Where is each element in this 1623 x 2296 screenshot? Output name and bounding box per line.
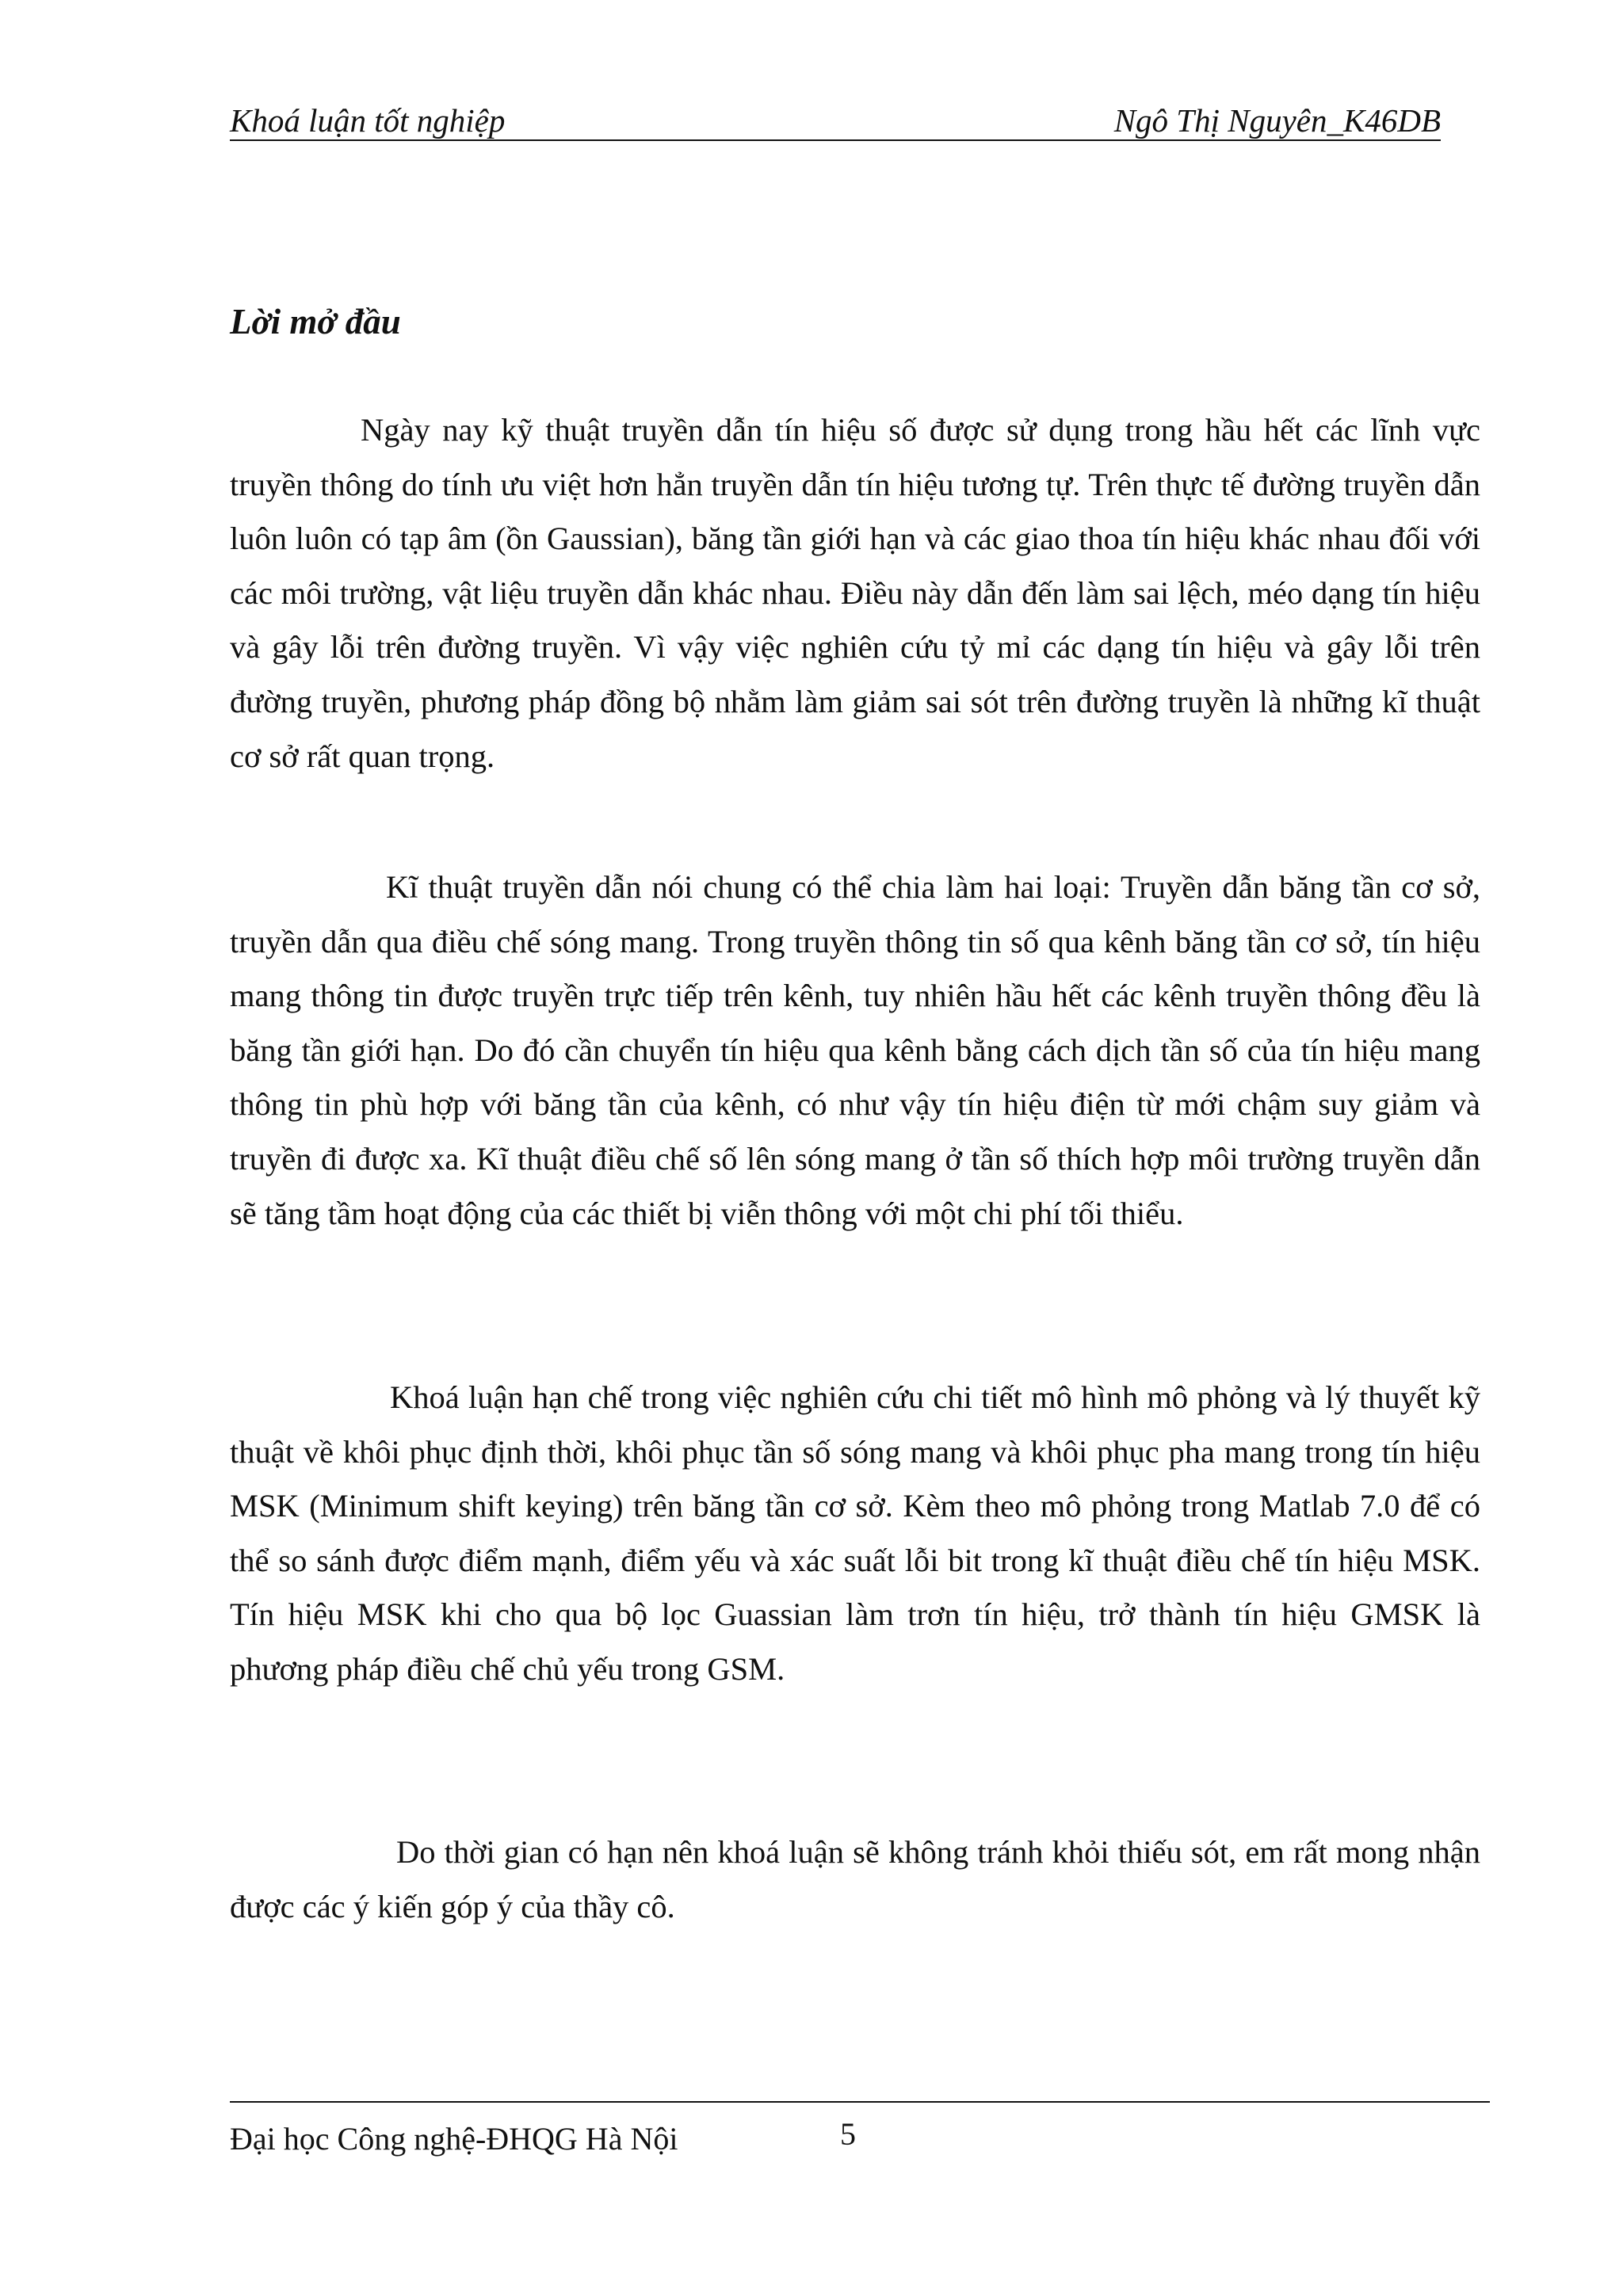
header-author: Ngô Thị Nguyên_K46DB (1113, 102, 1441, 139)
footer-institution: Đại học Công nghệ-ĐHQG Hà Nội (230, 2121, 678, 2157)
page-number: 5 (840, 2116, 856, 2152)
page-footer (230, 2101, 1490, 2157)
paragraph-transmission-types (230, 860, 1480, 1241)
header-thesis-label: Khoá luận tốt nghiệp (230, 102, 506, 139)
paragraph-intro (230, 403, 1480, 784)
paragraph-thesis-scope-text: Khoá luận hạn chế trong việc nghiên cứu chi tiết mô hình mô phỏng và lý thuyết kỹ thuật về khôi phục định thời, khôi phục tần số sóng mang và khôi phục pha mang trong tín hiệu MSK (Minimum shift keying) trên băng tần cơ sở. Kèm theo mô phỏng trong Matlab 7.0 để có thể so sánh được điểm mạnh, điểm yếu và xác suất lỗi bit trong kĩ thuật điều chế tín hiệu MSK. Tín hiệu MSK khi cho qua bộ lọc Guassian làm trơn tín hiệu, trở thành tín hiệu GMSK là phương pháp điều chế chủ yếu trong GSM. (230, 1379, 1480, 1687)
section-title: Lời mở đầu (230, 302, 401, 341)
page-header (230, 101, 1441, 141)
paragraph-closing (230, 1825, 1480, 1934)
paragraph-transmission-types-text: Kĩ thuật truyền dẫn nói chung có thể chia làm hai loại: Truyền dẫn băng tần cơ sở, truyền dẫn qua điều chế sóng mang. Trong truyền thông tin số qua kênh băng tần cơ sở, tín hiệu mang thông tin được truyền trực tiếp trên kênh, tuy nhiên hầu hết các kênh truyền thông đều là băng tần giới hạn. Do đó cần chuyển tín hiệu qua kênh bằng cách dịch tần số của tín hiệu mang thông tin phù hợp với băng tần của kênh, có như vậy tín hiệu điện từ mới chậm suy giảm và truyền đi được xa. Kĩ thuật điều chế số lên sóng mang ở tần số thích hợp môi trường truyền dẫn sẽ tăng tầm hoạt động của các thiết bị viễn thông với một chi phí tối thiểu. (230, 869, 1480, 1231)
paragraph-thesis-scope (230, 1371, 1480, 1697)
paragraph-intro-text: Ngày nay kỹ thuật truyền dẫn tín hiệu số được sử dụng trong hầu hết các lĩnh vực truyền thông do tính ưu việt hơn hẳn truyền dẫn tín hiệu tương tự. Trên thực tế đường truyền dẫn luôn luôn có tạp âm (ồn Gaussian), băng tần giới hạn và các giao thoa tín hiệu khác nhau đối với các môi trường, vật liệu truyền dẫn khác nhau. Điều này dẫn đến làm sai lệch, méo dạng tín hiệu và gây lỗi trên đường truyền. Vì vậy việc nghiên cứu tỷ mỉ các dạng tín hiệu và gây lỗi trên đường truyền, phương pháp đồng bộ nhằm làm giảm sai sót trên đường truyền là những kĩ thuật cơ sở rất quan trọng. (230, 412, 1480, 774)
paragraph-closing-text: Do thời gian có hạn nên khoá luận sẽ không tránh khỏi thiếu sót, em rất mong nhận được các ý kiến góp ý của thầy cô. (230, 1834, 1480, 1924)
